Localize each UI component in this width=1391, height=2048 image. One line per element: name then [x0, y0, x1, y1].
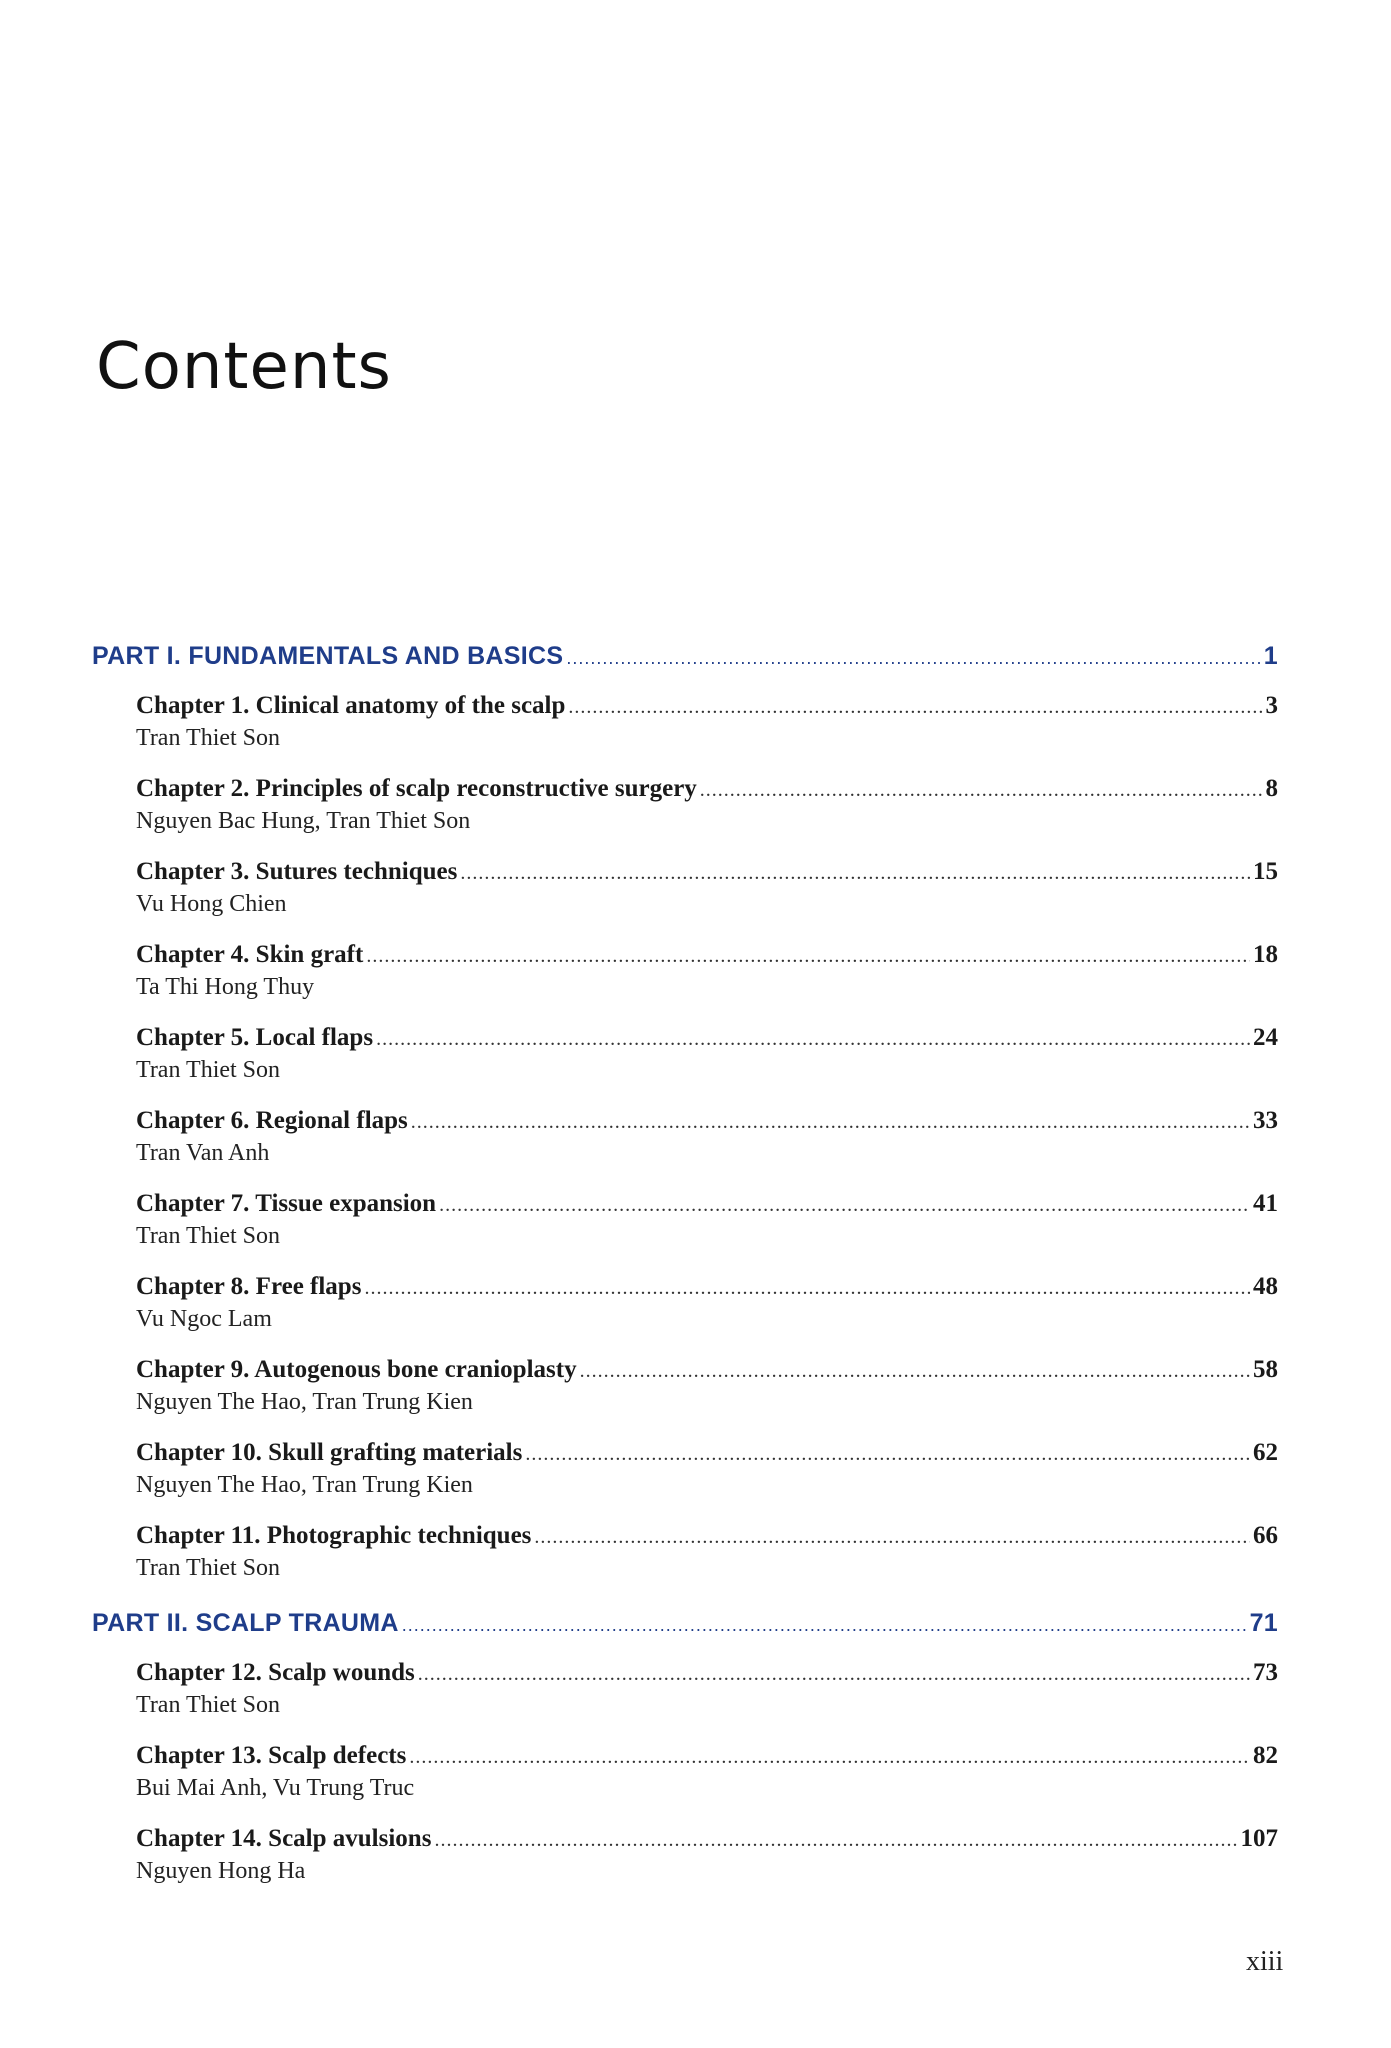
chapter-title: Chapter 11. Photographic techniques [136, 1522, 532, 1549]
toc-entry[interactable] [136, 773, 1278, 836]
chapter-author: Tran Thiet Son [136, 1057, 281, 1083]
part-title: PART I. FUNDAMENTALS AND BASICS [92, 642, 564, 670]
chapter-page-number: 73 [1253, 1659, 1278, 1686]
dot-leader [460, 857, 1250, 889]
toc-entry[interactable] [136, 1823, 1278, 1886]
chapter-title: Chapter 14. Scalp avulsions [136, 1825, 432, 1852]
chapter-author: Tran Thiet Son [136, 725, 281, 751]
dot-leader [439, 1189, 1250, 1221]
chapter-page-number: 41 [1253, 1190, 1278, 1217]
toc-entry[interactable] [136, 1437, 1278, 1500]
chapter-author: Nguyen Bac Hung, Tran Thiet Son [136, 808, 471, 834]
chapter-line [136, 773, 1278, 806]
chapter-title: Chapter 13. Scalp defects [136, 1742, 407, 1769]
chapter-line [136, 1105, 1278, 1138]
chapter-author: Vu Ngoc Lam [136, 1306, 272, 1332]
chapter-title: Chapter 6. Regional flaps [136, 1107, 408, 1134]
chapter-page-number: 107 [1240, 1825, 1278, 1852]
chapter-title: Chapter 4. Skin graft [136, 941, 364, 968]
chapter-page-number: 24 [1253, 1024, 1278, 1051]
chapter-author: Tran Thiet Son [136, 1555, 281, 1581]
toc-entry[interactable] [136, 856, 1278, 919]
toc-entry[interactable] [136, 1271, 1278, 1334]
part-heading[interactable] [92, 1607, 1278, 1641]
toc-entry[interactable] [136, 939, 1278, 1002]
dot-leader [580, 1355, 1250, 1387]
toc-entry[interactable] [136, 1105, 1278, 1168]
toc-entry[interactable] [136, 1740, 1278, 1803]
chapter-line [136, 1520, 1278, 1553]
chapter-line [136, 1022, 1278, 1055]
chapter-page-number: 15 [1253, 858, 1278, 885]
chapter-author: Tran Thiet Son [136, 1692, 281, 1718]
toc-entry[interactable] [136, 1657, 1278, 1720]
chapter-title: Chapter 8. Free flaps [136, 1273, 362, 1300]
chapter-line [136, 1823, 1278, 1856]
toc-entry[interactable] [136, 1354, 1278, 1417]
chapter-title: Chapter 2. Principles of scalp reconstructive surgery [136, 775, 697, 802]
chapter-author: Vu Hong Chien [136, 891, 287, 917]
chapter-page-number: 8 [1265, 775, 1278, 802]
chapter-author: Nguyen Hong Ha [136, 1858, 306, 1884]
chapter-title: Chapter 3. Sutures techniques [136, 858, 458, 885]
dot-leader [434, 1824, 1237, 1856]
chapter-author: Nguyen The Hao, Tran Trung Kien [136, 1389, 473, 1415]
chapter-title: Chapter 12. Scalp wounds [136, 1659, 415, 1686]
page-title: Contents [96, 330, 392, 404]
dot-leader [566, 642, 1260, 674]
chapter-line [136, 690, 1278, 723]
toc-entry[interactable] [136, 1022, 1278, 1085]
chapter-line [136, 856, 1278, 889]
part-page-number: 71 [1249, 1609, 1278, 1637]
chapter-line [136, 1271, 1278, 1304]
chapter-page-number: 3 [1265, 692, 1278, 719]
part-page-number: 1 [1263, 642, 1278, 670]
chapter-page-number: 58 [1253, 1356, 1278, 1383]
chapter-line [136, 1657, 1278, 1690]
chapter-title: Chapter 5. Local flaps [136, 1024, 374, 1051]
part-heading[interactable] [92, 640, 1278, 674]
toc-entry[interactable] [136, 1188, 1278, 1251]
chapter-line [136, 939, 1278, 972]
chapter-line [136, 1740, 1278, 1773]
chapter-author: Ta Thi Hong Thuy [136, 974, 315, 1000]
dot-leader [534, 1521, 1250, 1553]
chapter-title: Chapter 7. Tissue expansion [136, 1190, 437, 1217]
dot-leader [364, 1272, 1250, 1304]
dot-leader [700, 774, 1263, 806]
dot-leader [418, 1658, 1250, 1690]
dot-leader [402, 1609, 1247, 1641]
toc-entry[interactable] [136, 690, 1278, 753]
dot-leader [366, 940, 1250, 972]
chapter-title: Chapter 1. Clinical anatomy of the scalp [136, 692, 566, 719]
part-title: PART II. SCALP TRAUMA [92, 1609, 399, 1637]
dot-leader [525, 1438, 1250, 1470]
dot-leader [568, 691, 1262, 723]
chapter-page-number: 62 [1253, 1439, 1278, 1466]
chapter-line [136, 1188, 1278, 1221]
chapter-page-number: 66 [1253, 1522, 1278, 1549]
chapter-page-number: 33 [1253, 1107, 1278, 1134]
chapter-author: Nguyen The Hao, Tran Trung Kien [136, 1472, 473, 1498]
chapter-author: Bui Mai Anh, Vu Trung Truc [136, 1775, 415, 1801]
chapter-author: Tran Van Anh [136, 1140, 270, 1166]
table-of-contents [92, 640, 1278, 1906]
dot-leader [411, 1106, 1250, 1138]
page-folio: xiii [1246, 1946, 1284, 1977]
chapter-page-number: 82 [1253, 1742, 1278, 1769]
chapter-title: Chapter 10. Skull grafting materials [136, 1439, 523, 1466]
chapter-author: Tran Thiet Son [136, 1223, 281, 1249]
chapter-line [136, 1437, 1278, 1470]
chapter-title: Chapter 9. Autogenous bone cranioplasty [136, 1356, 577, 1383]
chapter-page-number: 18 [1253, 941, 1278, 968]
dot-leader [409, 1741, 1250, 1773]
chapter-line [136, 1354, 1278, 1387]
dot-leader [376, 1023, 1250, 1055]
chapter-page-number: 48 [1253, 1273, 1278, 1300]
toc-entry[interactable] [136, 1520, 1278, 1583]
